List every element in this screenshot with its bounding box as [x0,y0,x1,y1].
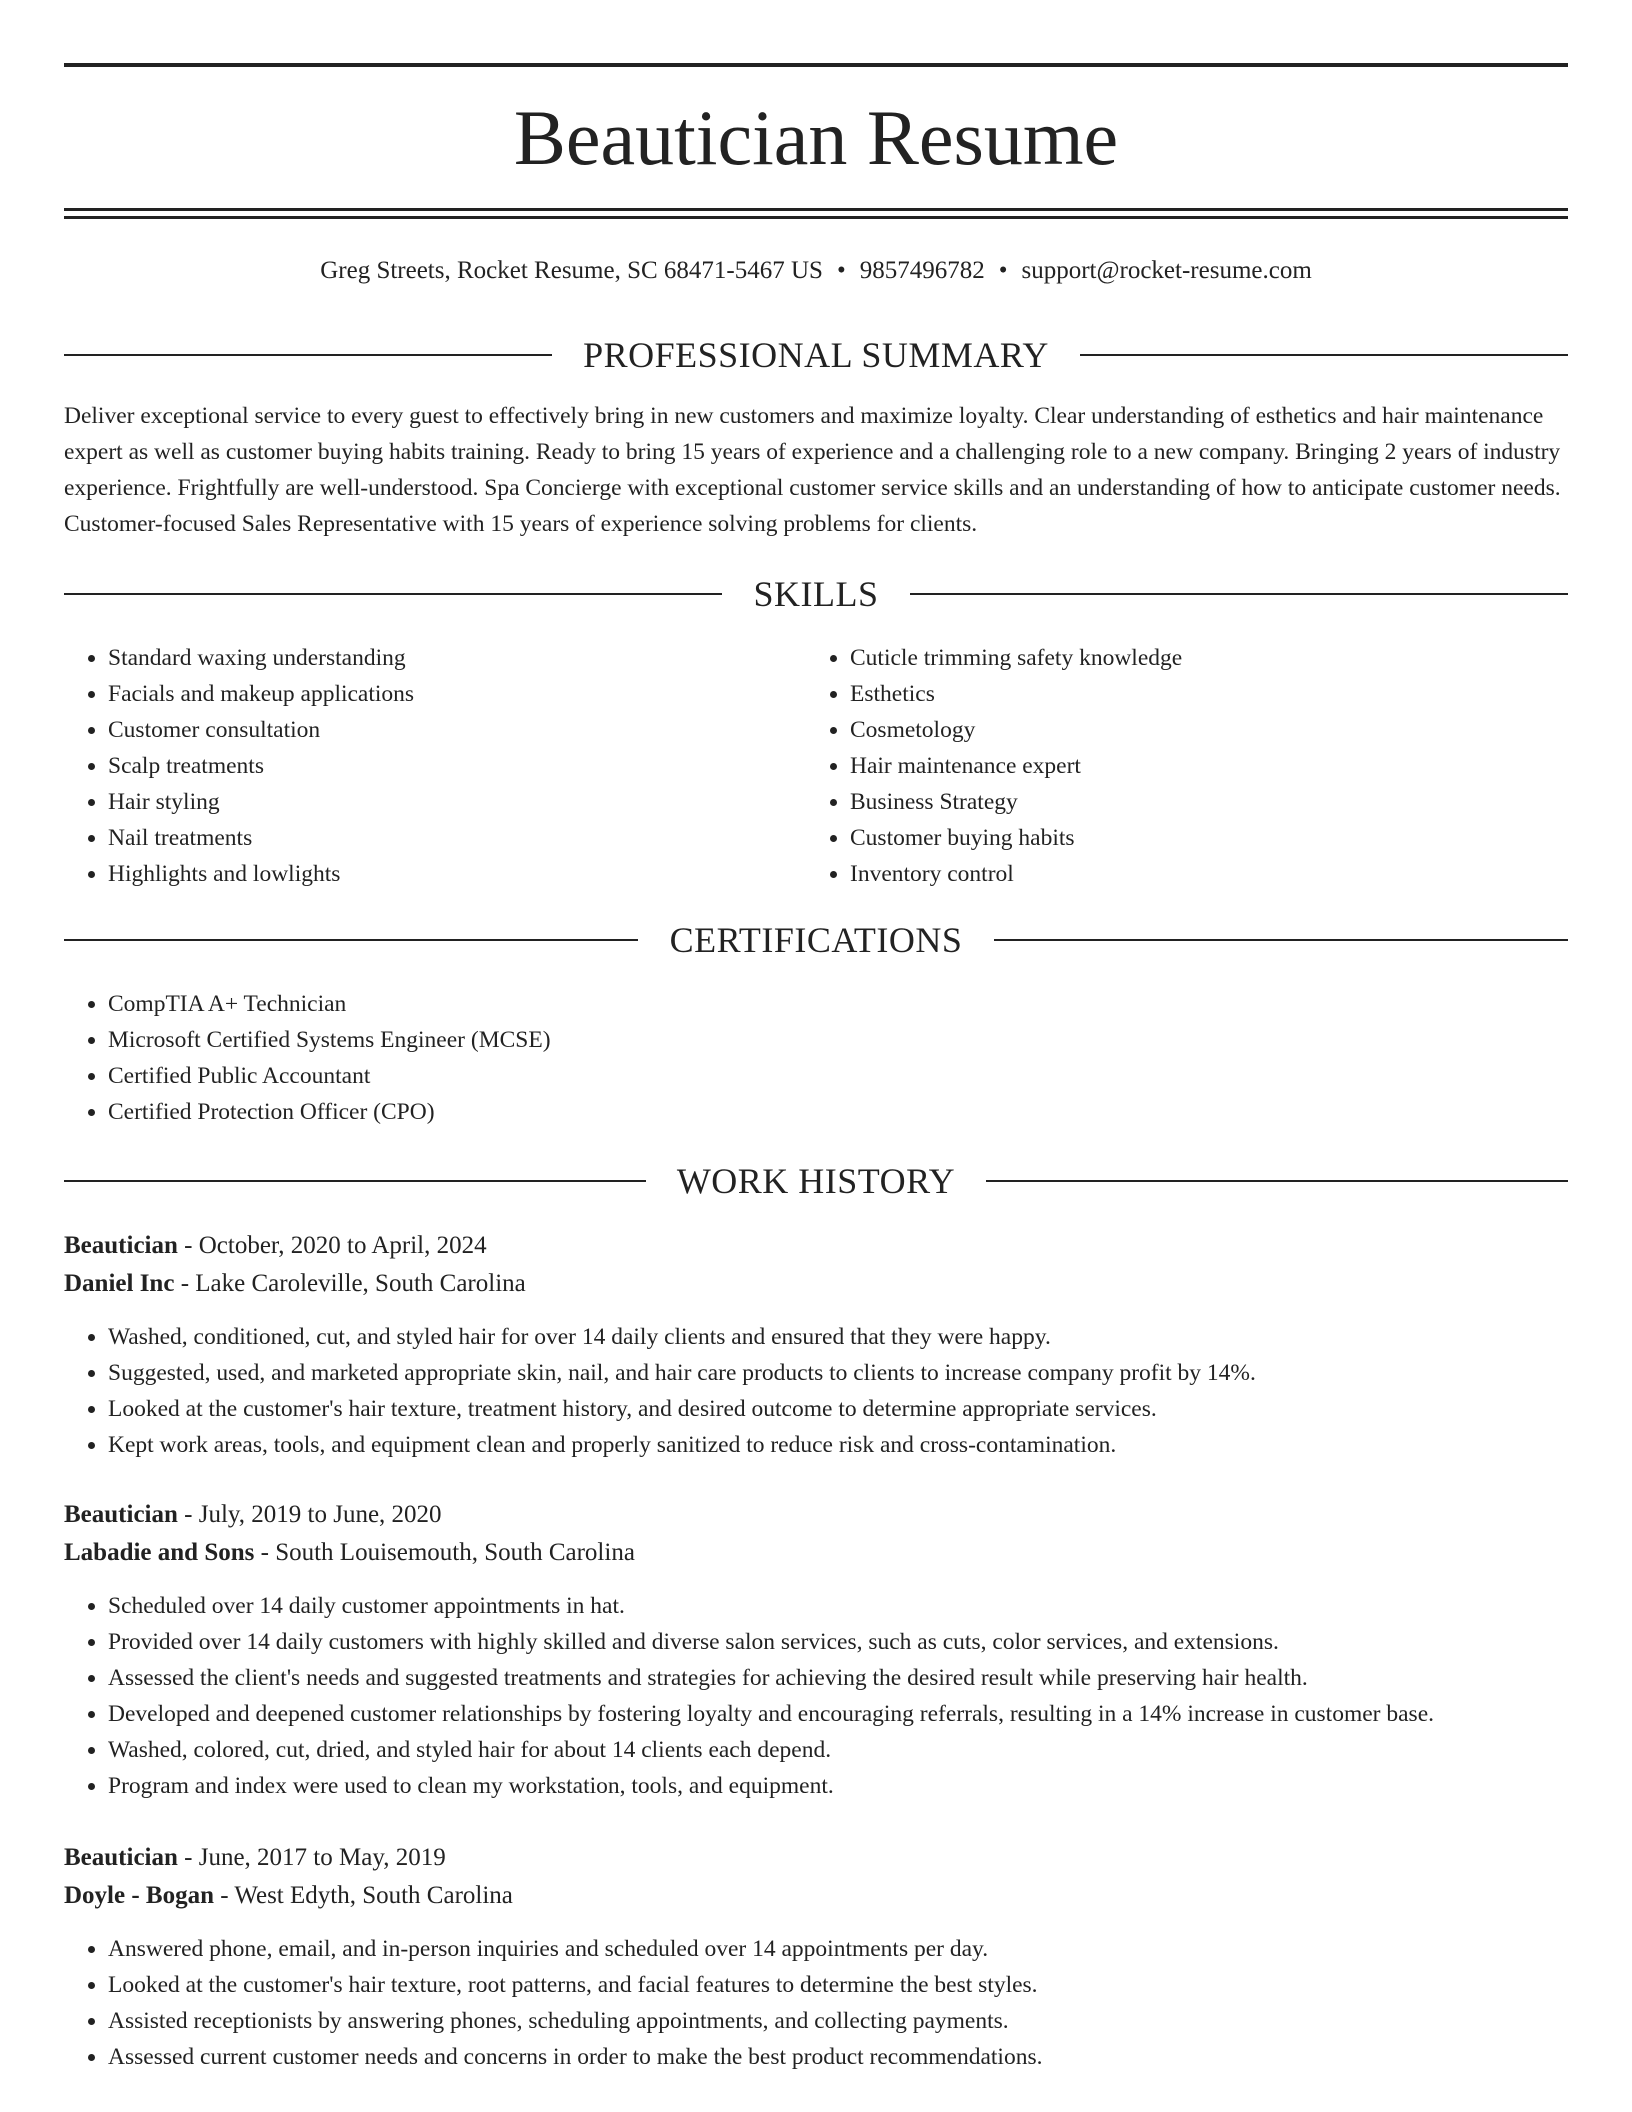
list-item: • Esthetics [850,676,1506,712]
job-company-line [64,1877,1568,1915]
section-title: WORK HISTORY [676,1161,956,1201]
summary-text: Deliver exceptional service to every guest to effectively bring in new customers and maximize loyalty. Clear understanding of esthetics and hair maintenance expert as well as customer buying habits training. Ready to bring 15 years of experience and a challenging role to a new company. Bringing 2 years of industry experience. Frightfully are well-understood. Spa Concierge with exceptional customer service skills and an understanding of how to anticipate customer needs. Customer-focused Sales Representative with 15 years of experience solving problems for clients. [64,403,1561,537]
job-duties-list [64,1588,1568,1804]
certifications-heading [64,918,1568,962]
title-double-rule-upper [64,208,1568,211]
list-item: • Program and index were used to clean my workstation, tools, and equipment. [108,1768,1568,1804]
list-item: • Business Strategy [850,784,1506,820]
work-history-heading [64,1159,1568,1203]
job-company: Doyle - Bogan [64,1882,214,1909]
summary-heading [64,333,1568,377]
list-item: • Microsoft Certified Systems Engineer (MCSE) [108,1022,1568,1058]
job-location: - Lake Caroleville, South Carolina [174,1270,526,1297]
list-item: • Certified Protection Officer (CPO) [108,1094,1568,1130]
list-item: • Hair styling [108,784,764,820]
certifications-list [64,986,1568,1130]
list-item: • Customer buying habits [850,820,1506,856]
contact-separator: • [836,257,846,284]
job-title-line [64,1227,1568,1265]
list-item: • Scalp treatments [108,748,764,784]
skills-list-left [64,640,764,892]
job-dates: - October, 2020 to April, 2024 [177,1232,487,1259]
list-item: • Looked at the customer's hair texture, root patterns, and facial features to determine the best styles. [108,1967,1568,2003]
certifications-block [64,986,1568,1130]
list-item: • Scheduled over 14 daily customer appointments in hat. [108,1588,1568,1624]
title-double-rule-lower [64,216,1568,219]
job-company: Labadie and Sons [64,1539,255,1566]
list-item: • Customer consultation [108,712,764,748]
list-item: • Answered phone, email, and in-person inquiries and scheduled over 14 appointments per day. [108,1931,1568,1967]
job-title-line [64,1496,1568,1534]
list-item: • Standard waxing understanding [108,640,764,676]
contact-address: Greg Streets, Rocket Resume, SC 68471-5467 US [320,257,823,284]
job-location: - South Louisemouth, South Carolina [254,1539,635,1566]
list-item: • Kept work areas, tools, and equipment clean and properly sanitized to reduce risk and cross-contamination. [108,1427,1568,1463]
list-item: • Cosmetology [850,712,1506,748]
list-item: • Provided over 14 daily customers with highly skilled and diverse salon services, such as cuts, color services, and extensions. [108,1624,1568,1660]
list-item: • Hair maintenance expert [850,748,1506,784]
contact-separator: • [998,257,1008,284]
list-item: • Looked at the customer's hair texture, treatment history, and desired outcome to determine appropriate services. [108,1391,1568,1427]
list-item: • Facials and makeup applications [108,676,764,712]
list-item: • Assisted receptionists by answering phones, scheduling appointments, and collecting payments. [108,2003,1568,2039]
contact-phone: 9857496782 [859,257,985,284]
job-entry [64,1496,1568,1804]
section-title: PROFESSIONAL SUMMARY [583,335,1049,375]
section-title: SKILLS [753,574,879,614]
job-company-line [64,1534,1568,1572]
list-item: • Highlights and lowlights [108,856,764,892]
contact-line [64,254,1568,288]
list-item: • Assessed the client's needs and suggested treatments and strategies for achieving the desired result while preserving hair health. [108,1660,1568,1696]
skills-column-right [806,640,1506,892]
job-title: Beautician [64,1844,178,1871]
top-rule [64,63,1568,67]
job-company-line [64,1265,1568,1303]
job-duties-list [64,1931,1568,2075]
job-entry [64,1839,1568,2075]
job-location: - West Edyth, South Carolina [214,1882,513,1909]
skills-column-left [64,640,764,892]
job-company: Daniel Inc [64,1270,175,1297]
list-item: • Certified Public Accountant [108,1058,1568,1094]
contact-email: support@rocket-resume.com [1021,257,1312,284]
list-item: • CompTIA A+ Technician [108,986,1568,1022]
list-item: • Washed, conditioned, cut, and styled hair for over 14 daily clients and ensured that they were happy. [108,1319,1568,1355]
skills-heading [64,572,1568,616]
list-item: • Assessed current customer needs and concerns in order to make the best product recommendations. [108,2039,1568,2075]
list-item: • Nail treatments [108,820,764,856]
list-item: • Inventory control [850,856,1506,892]
job-title: Beautician [64,1232,178,1259]
list-item: • Cuticle trimming safety knowledge [850,640,1506,676]
page-title: Beautician Resume [513,94,1119,181]
job-title-line [64,1839,1568,1877]
job-entry [64,1227,1568,1463]
job-title: Beautician [64,1501,178,1528]
skills-list-right [806,640,1506,892]
job-dates: - July, 2019 to June, 2020 [177,1501,442,1528]
job-dates: - June, 2017 to May, 2019 [177,1844,446,1871]
list-item: • Washed, colored, cut, dried, and styled hair for about 14 clients each depend. [108,1732,1568,1768]
list-item: • Developed and deepened customer relationships by fostering loyalty and encouraging referrals, resulting in a 14% increase in customer base. [108,1696,1568,1732]
job-duties-list [64,1319,1568,1463]
list-item: • Suggested, used, and marketed appropriate skin, nail, and hair care products to clients to increase company profit by 14%. [108,1355,1568,1391]
section-title: CERTIFICATIONS [669,920,963,960]
